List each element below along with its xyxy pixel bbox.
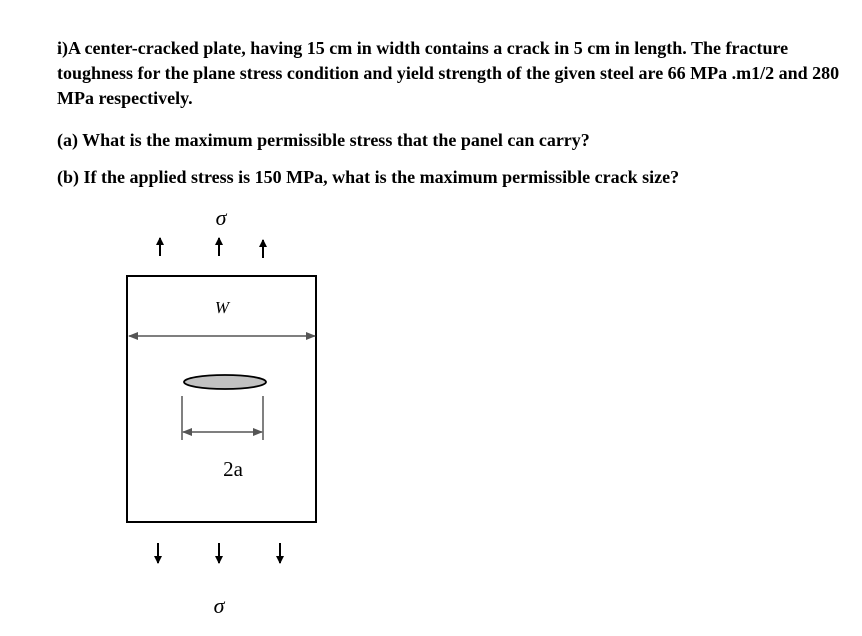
width-label: W — [214, 298, 230, 317]
tension-arrows-bottom — [158, 543, 280, 563]
crack-length-dimension — [182, 396, 263, 440]
problem-intro: i)A center-cracked plate, having 15 cm in width contains a crack in 5 cm in length. The fracture toughness for the plane stress condition and yield strength of the given steel are 66 MPa .m1/2 and 280 MPa respectively. — [57, 38, 840, 108]
stress-label-bottom: σ — [213, 593, 225, 618]
stress-label-top: σ — [215, 205, 227, 230]
tension-arrows-top — [160, 238, 263, 258]
crack-length-label: 2a — [223, 457, 243, 481]
question-a: (a) What is the maximum permissible stress that the panel can carry? — [57, 130, 590, 150]
center-crack — [184, 375, 266, 389]
question-b: (b) If the applied stress is 150 MPa, what is the maximum permissible crack size? — [57, 167, 680, 187]
